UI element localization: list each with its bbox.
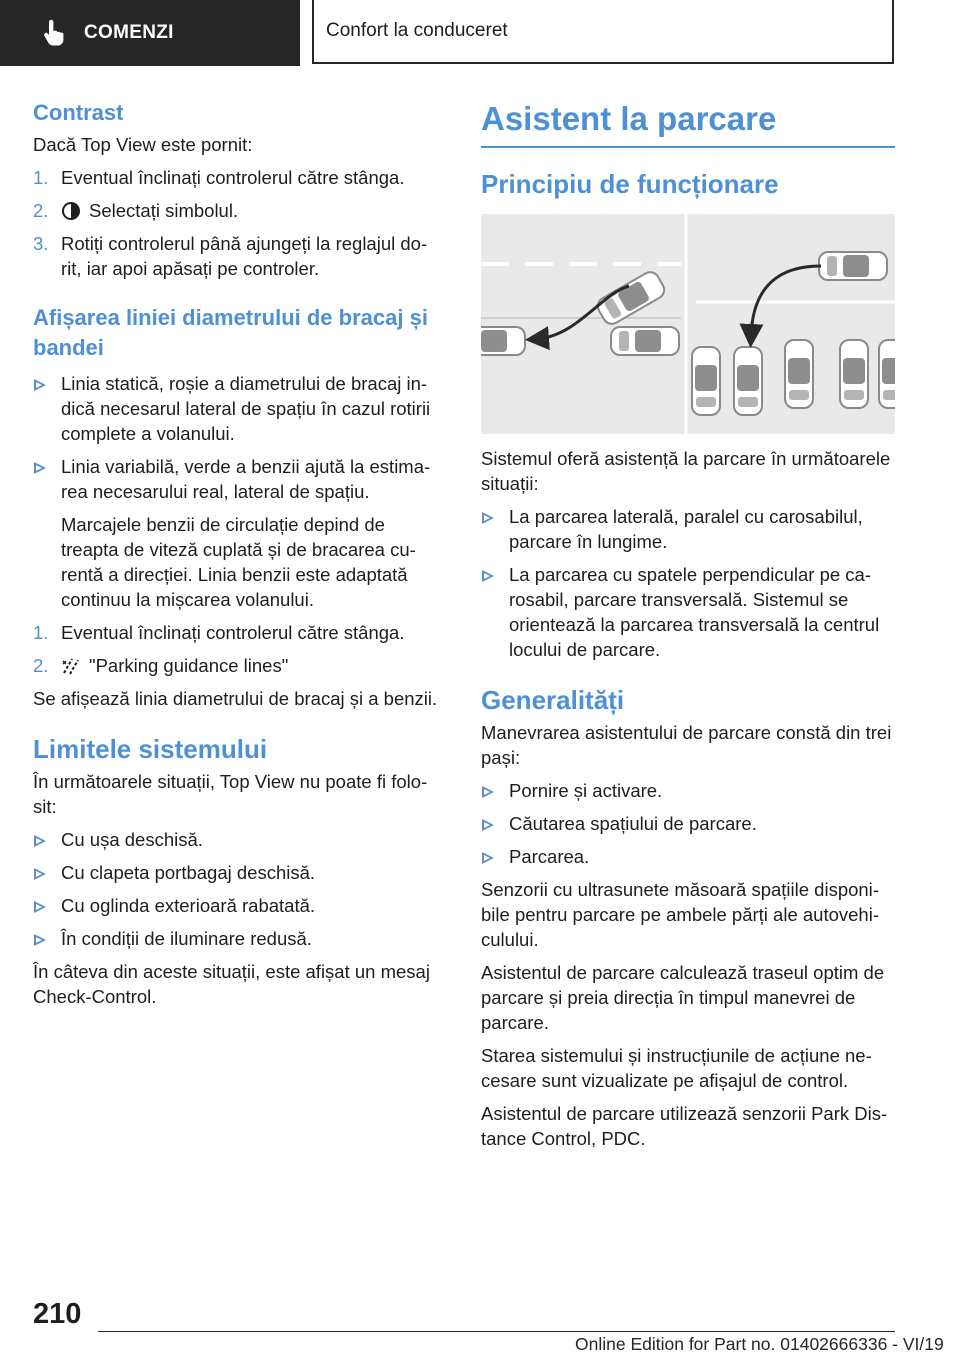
page-header	[0, 0, 960, 66]
body-paragraph: Senzorii cu ultrasunete măsoară spațiile disponibile pentru parcare pe ambele părți ale autovehiculului.	[481, 879, 880, 950]
hand-pointer-icon	[40, 19, 68, 47]
bullet-triangle-icon	[34, 835, 46, 847]
step-number: 2.	[33, 655, 49, 676]
bullet-triangle-icon	[482, 852, 494, 864]
parked-car	[611, 327, 679, 355]
parking-illustration	[481, 214, 895, 434]
footer-divider	[98, 1331, 895, 1332]
title-rule	[481, 146, 895, 148]
section-tab[interactable]	[312, 0, 894, 64]
parked-car	[879, 340, 895, 408]
bullet-triangle-icon	[34, 934, 46, 946]
bullet-triangle-icon	[482, 819, 494, 831]
bullet-triangle-icon	[34, 462, 46, 474]
body-paragraph: Starea sistemului și instrucțiunile de acțiune necesare sunt vizualizate pe afișajul de control.	[481, 1045, 872, 1091]
principiu-heading: Principiu de funcționare	[481, 169, 779, 199]
body-paragraph: Asistentul de parcare utilizează senzorii Park Distance Control, PDC.	[481, 1103, 888, 1149]
chapter-tab[interactable]	[0, 0, 300, 66]
bullet-text: Cu clapeta portbagaj deschisă.	[61, 862, 316, 883]
limite-intro: În următoarele situații, Top View nu poate fi folosit:	[33, 771, 428, 817]
parked-car	[692, 347, 720, 415]
list-item	[33, 454, 438, 504]
list-item	[481, 504, 895, 554]
section-tab-label: Confort la conduceret	[326, 20, 508, 41]
afisare-steps	[33, 620, 438, 678]
list-item	[33, 860, 438, 885]
bullet-text: Parcarea.	[509, 846, 590, 867]
list-item	[33, 893, 438, 918]
bullet-text: Linia statică, roșie a diametrului de bracaj indică necesarul lateral de spațiu în cazul rotirii complete a volanului.	[61, 373, 431, 444]
step-number: 3.	[33, 233, 49, 254]
principiu-text: Sistemul oferă asistență la parcare în următoarele situații:	[481, 448, 891, 494]
bullet-triangle-icon	[482, 512, 494, 524]
limite-bullets	[33, 827, 438, 951]
bullet-text: La parcarea cu spatele perpendicular pe carosabil, parcare transversală. Sistemul se orientează la parcarea transversală la centrul locului de parcare.	[509, 564, 880, 660]
bullet-text: Căutarea spațiului de parcare.	[509, 813, 757, 834]
moving-car	[819, 252, 887, 280]
parking-lines-icon	[61, 656, 81, 676]
left-column	[33, 98, 438, 1009]
principiu-bullets	[481, 504, 895, 662]
bullet-triangle-icon	[34, 901, 46, 913]
list-item	[481, 844, 895, 869]
step-text: Selectați simbolul.	[89, 200, 239, 221]
step-text: Rotiți controlerul până ajungeți la reglajul dorit, iar apoi apăsați pe controler.	[61, 233, 428, 279]
chapter-tab-label: COMENZI	[84, 22, 174, 43]
bullet-triangle-icon	[34, 379, 46, 391]
list-item	[481, 778, 895, 803]
afisare-heading: Afișarea liniei diametrului de bracaj și bandei	[33, 305, 428, 360]
bullet-text: Cu ușa deschisă.	[61, 829, 203, 850]
step-number: 1.	[33, 622, 49, 643]
bullet-text: Linia variabilă, verde a benzii ajută la estimarea necesarului real, lateral de spațiu.	[61, 456, 431, 502]
step-number: 2.	[33, 200, 49, 221]
page-number: 210	[33, 1298, 82, 1330]
bullet-text: Cu oglinda exterioară rabatată.	[61, 895, 316, 916]
step-number: 1.	[33, 167, 49, 188]
list-item	[481, 562, 895, 662]
step-text: "Parking guidance lines"	[89, 655, 289, 676]
bullet-text: La parcarea laterală, paralel cu carosabilul, parcare în lungime.	[509, 506, 863, 552]
contrast-intro: Dacă Top View este pornit:	[33, 134, 253, 155]
parked-car	[785, 340, 813, 408]
afisare-note: Marcajele benzii de circulație depind de treapta de viteză cuplată și de bracarea curentă a direcției. Linia benzii este adaptată continuu la mișcarea volanului.	[61, 514, 416, 610]
step-text: Eventual înclinați controlerul către stânga.	[61, 622, 405, 643]
step-text: Eventual înclinați controlerul către stânga.	[61, 167, 405, 188]
target-space-car	[734, 347, 762, 415]
generalitati-bullets	[481, 778, 895, 869]
body-paragraph: Asistentul de parcare calculează traseul optim de parcare și preia direcția în timpul manevrei de parcare.	[481, 962, 885, 1033]
afisare-bullets	[33, 371, 438, 504]
bullet-text: În condiții de iluminare redusă.	[61, 928, 312, 949]
list-item	[481, 811, 895, 836]
bullet-triangle-icon	[482, 570, 494, 582]
right-column	[481, 98, 895, 1151]
list-item	[33, 827, 438, 852]
afisare-after: Se afișează linia diametrului de bracaj și a benzii.	[33, 688, 438, 709]
list-item	[33, 165, 438, 190]
bullet-text: Pornire și activare.	[509, 780, 663, 801]
generalitati-intro: Manevrarea asistentului de parcare constă din trei pași:	[481, 722, 892, 768]
list-item	[33, 620, 438, 645]
contrast-icon	[61, 201, 81, 221]
generalitati-heading: Generalități	[481, 685, 625, 715]
bullet-triangle-icon	[482, 786, 494, 798]
contrast-heading: Contrast	[33, 100, 124, 125]
list-item	[33, 198, 438, 223]
list-item	[33, 926, 438, 951]
limite-after: În câteva din aceste situații, este afișat un mesaj Check-Control.	[33, 961, 430, 1007]
bullet-triangle-icon	[34, 868, 46, 880]
contrast-steps	[33, 165, 438, 281]
list-item	[33, 371, 438, 446]
section-title: Asistent la parcare	[481, 100, 777, 137]
road-surface	[481, 214, 895, 434]
limite-heading: Limitele sistemului	[33, 734, 268, 764]
list-item	[33, 231, 438, 281]
edition-text: Online Edition for Part no. 01402666336 - VI/19	[575, 1334, 944, 1354]
list-item	[33, 653, 438, 678]
parked-car	[840, 340, 868, 408]
